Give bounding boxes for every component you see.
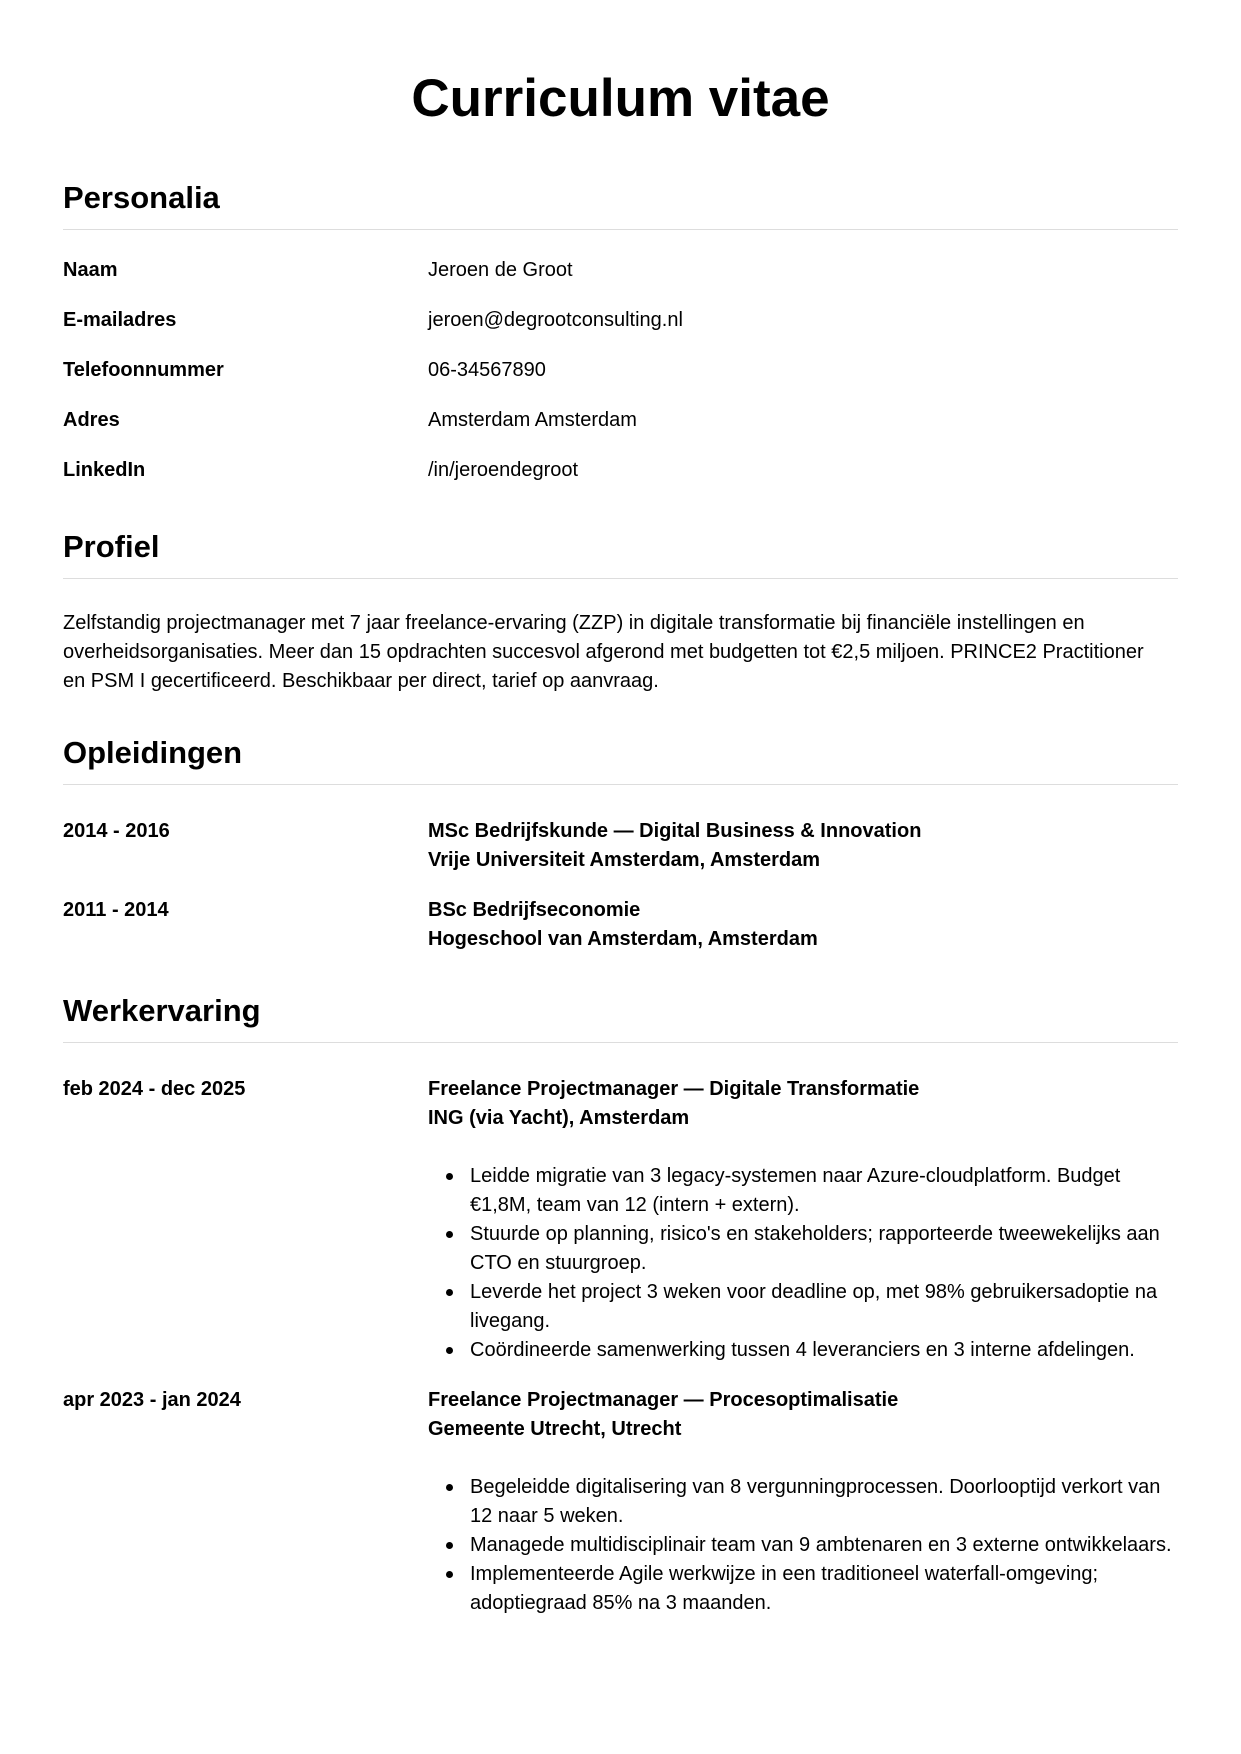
entry-period: 2011 - 2014 xyxy=(63,899,169,921)
profiel-section xyxy=(63,529,1178,696)
personalia-row-telefoon xyxy=(63,358,1178,408)
achievement-item: Leidde migratie van 3 legacy-systemen naar Azure-cloudplatform. Budget €1,8M, team van 12 (intern + extern). xyxy=(470,1162,1178,1220)
field-label: Naam xyxy=(63,259,118,281)
entry-title: Freelance Projectmanager — Digitale Transformatie xyxy=(428,1078,920,1100)
work-entry xyxy=(63,1386,1178,1618)
personalia-section xyxy=(63,180,1178,508)
document-title: Curriculum vitae xyxy=(411,69,830,128)
work-experience-list xyxy=(63,1075,1178,1618)
entry-title: BSc Bedrijfseconomie xyxy=(428,899,641,921)
education-entry xyxy=(63,896,1178,954)
achievement-item: Implementeerde Agile werkwijze in een traditioneel waterfall-omgeving; adoptiegraad 85% na 3 maanden. xyxy=(470,1560,1178,1618)
achievement-list xyxy=(428,1162,1178,1365)
achievement-item: Coördineerde samenwerking tussen 4 leveranciers en 3 interne afdelingen. xyxy=(470,1336,1178,1365)
entry-period: 2014 - 2016 xyxy=(63,820,170,842)
entry-body xyxy=(428,896,1178,954)
entry-period: feb 2024 - dec 2025 xyxy=(63,1078,246,1100)
education-entry xyxy=(63,817,1178,875)
werkervaring-heading: Werkervaring xyxy=(63,993,1178,1043)
field-label: Telefoonnummer xyxy=(63,359,224,381)
personalia-table xyxy=(63,258,1178,508)
entry-organization: Vrije Universiteit Amsterdam, Amsterdam xyxy=(428,849,821,871)
address-value: Amsterdam Amsterdam xyxy=(428,409,637,431)
personalia-heading: Personalia xyxy=(63,180,1178,230)
entry-body xyxy=(428,817,1178,875)
werkervaring-section xyxy=(63,993,1178,1618)
entry-body xyxy=(428,1386,1178,1618)
opleidingen-heading: Opleidingen xyxy=(63,735,1178,785)
entry-title: MSc Bedrijfskunde — Digital Business & Innovation xyxy=(428,820,922,842)
field-label: Adres xyxy=(63,409,120,431)
entry-period: apr 2023 - jan 2024 xyxy=(63,1389,241,1411)
field-value: Jeroen de Groot xyxy=(428,259,573,281)
personalia-row-linkedin xyxy=(63,458,1178,508)
profiel-heading: Profiel xyxy=(63,529,1178,579)
field-label: LinkedIn xyxy=(63,459,146,481)
entry-body xyxy=(428,1075,1178,1365)
linkedin-value: /in/jeroendegroot xyxy=(428,459,579,481)
work-entry xyxy=(63,1075,1178,1365)
education-list xyxy=(63,817,1178,954)
entry-organization: ING (via Yacht), Amsterdam xyxy=(428,1107,690,1129)
personalia-row-email xyxy=(63,308,1178,358)
profile-text: Zelfstandig projectmanager met 7 jaar freelance-ervaring (ZZP) in digitale transformatie bij financiële instellingen en overheidsorganisaties. Meer dan 15 opdrachten succesvol afgerond met budgetten tot €2,5 miljoen. PRINCE2 Practitioner en PSM I gecertificeerd. Beschikbaar per direct, tarief op aanvraag. xyxy=(63,612,1144,692)
achievement-item: Leverde het project 3 weken voor deadline op, met 98% gebruikersadoptie na livegang. xyxy=(470,1278,1178,1336)
phone-value: 06-34567890 xyxy=(428,359,546,381)
opleidingen-section xyxy=(63,735,1178,954)
entry-title: Freelance Projectmanager — Procesoptimalisatie xyxy=(428,1389,899,1411)
achievement-item: Begeleidde digitalisering van 8 vergunningprocessen. Doorlooptijd verkort van 12 naar 5 weken. xyxy=(470,1473,1178,1531)
entry-organization: Hogeschool van Amsterdam, Amsterdam xyxy=(428,928,818,950)
entry-organization: Gemeente Utrecht, Utrecht xyxy=(428,1418,682,1440)
field-label: E-mailadres xyxy=(63,309,177,331)
personalia-row-naam xyxy=(63,258,1178,308)
achievement-item: Managede multidisciplinair team van 9 ambtenaren en 3 externe ontwikkelaars. xyxy=(470,1531,1178,1560)
achievement-list xyxy=(428,1473,1178,1618)
email-value: jeroen@degrootconsulting.nl xyxy=(428,309,683,331)
personalia-row-adres xyxy=(63,408,1178,458)
achievement-item: Stuurde op planning, risico's en stakeholders; rapporteerde tweewekelijks aan CTO en stuurgroep. xyxy=(470,1220,1178,1278)
